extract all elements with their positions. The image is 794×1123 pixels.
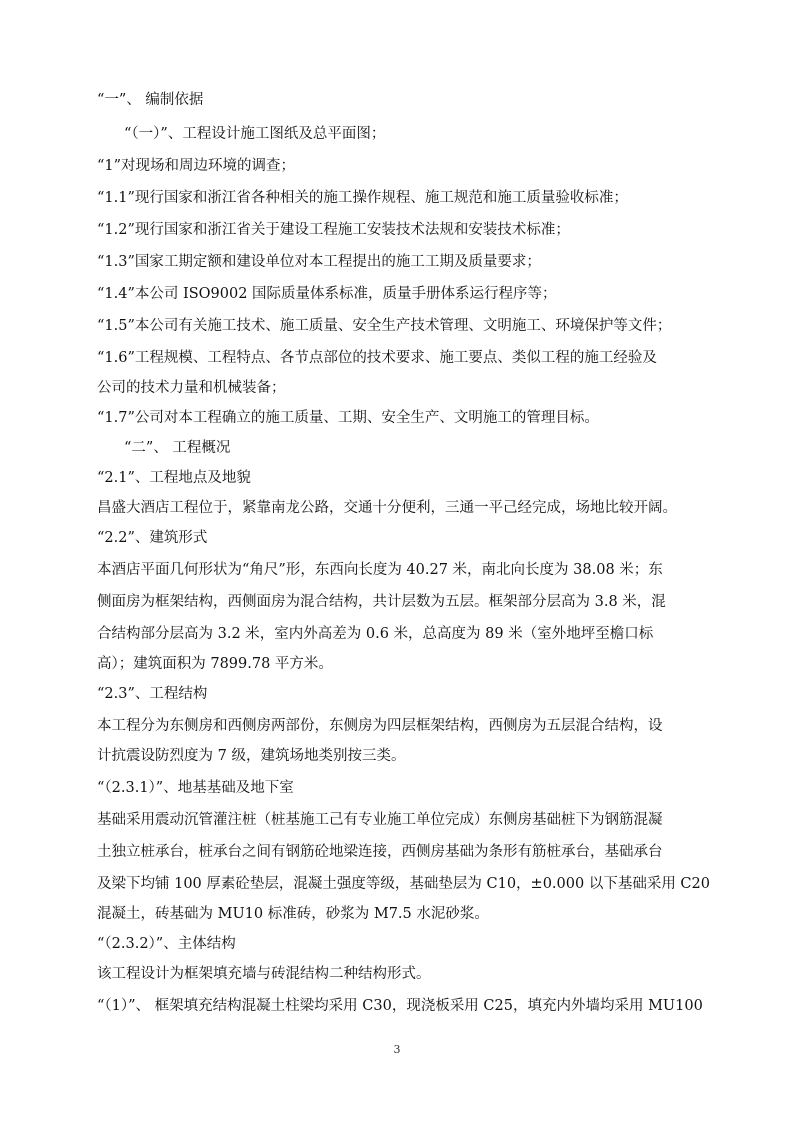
subsection-heading: “（2.3.1）”、地基基础及地下室 xyxy=(97,780,294,796)
body-line: 昌盛大酒店工程位于，紧靠南龙公路，交通十分便利，三通一平己经完成，场地比较开阔。 xyxy=(97,500,677,516)
body-line: 侧面房为框架结构，西侧面房为混合结构，共计层数为五层。框架部分层高为 3.8 米，混 xyxy=(97,594,666,610)
body-line: 土独立桩承台，桩承台之间有钢筋砼地梁连接，西侧房基础为条形有筋桩承台，基础承台 xyxy=(97,844,663,860)
subsection-heading: “2.2”、建筑形式 xyxy=(97,530,208,546)
body-line: “1.3”国家工期定额和建设单位对本工程提出的施工工期及质量要求； xyxy=(97,254,541,270)
body-line: “1.5”本公司有关施工技术、施工质量、安全生产技术管理、文明施工、环境保护等文件； xyxy=(97,318,672,334)
body-line: “1.1”现行国家和浙江省各种相关的施工操作规程、施工规范和施工质量验收标准； xyxy=(97,190,628,206)
subsection-heading: “（2.3.2）”、主体结构 xyxy=(97,936,236,952)
section-heading: “一”、 编制依据 xyxy=(97,92,204,108)
body-line: 计抗震设防烈度为 7 级，建筑场地类别按三类。 xyxy=(97,748,406,764)
body-line: “1”对现场和周边环境的调查； xyxy=(97,158,296,174)
body-line: “1.7”公司对本工程确立的施工质量、工期、安全生产、文明施工的管理目标。 xyxy=(97,410,599,426)
body-line: 混凝土，砖基础为 MU10 标准砖，砂浆为 M7.5 水泥砂浆。 xyxy=(97,906,489,922)
body-line: “1.4”本公司 ISO9002 国际质量体系标准，质量手册体系运行程序等； xyxy=(97,286,557,302)
subsection-heading: “（一）”、工程设计施工图纸及总平面图； xyxy=(124,126,386,142)
subsection-heading: “2.3”、工程结构 xyxy=(97,686,208,702)
body-line: “1.6”工程规模、工程特点、各节点部位的技术要求、施工要点、类似工程的施工经验及 xyxy=(97,350,657,366)
body-line: 高）；建筑面积为 7899.78 平方米。 xyxy=(97,656,333,672)
section-heading: “二”、 工程概况 xyxy=(124,440,231,456)
body-line: 公司的技术力量和机械装备； xyxy=(97,380,286,396)
page-number: 3 xyxy=(393,1043,401,1056)
body-line: 本工程分为东侧房和西侧房两部份，东侧房为四层框架结构，西侧房为五层混合结构，设 xyxy=(97,718,663,734)
body-line: 该工程设计为框架填充墙与砖混结构二种结构形式。 xyxy=(97,966,431,982)
body-line: 本酒店平面几何形状为“角尺”形，东西向长度为 40.27 米，南北向长度为 38.08 米；东 xyxy=(97,562,663,578)
body-line: 及梁下均铺 100 厚素砼垫层，混凝土强度等级，基础垫层为 C10，±0.000 以下基础采用 C20 xyxy=(97,876,710,892)
body-line: 基础采用震动沉管灌注桩（桩基施工己有专业施工单位完成）东侧房基础桩下为钢筋混凝 xyxy=(97,812,663,828)
body-line: 合结构部分层高为 3.2 米，室内外高差为 0.6 米，总高度为 89 米（室外地坪至檐口标 xyxy=(97,626,654,642)
subsection-heading: “2.1”、工程地点及地貌 xyxy=(97,470,251,486)
body-line: “（1）”、 框架填充结构混凝土柱梁均采用 C30，现浇板采用 C25，填充内外墙均采用 MU100 xyxy=(97,998,703,1014)
body-line: “1.2”现行国家和浙江省关于建设工程施工安装技术法规和安装技术标准； xyxy=(97,222,570,238)
